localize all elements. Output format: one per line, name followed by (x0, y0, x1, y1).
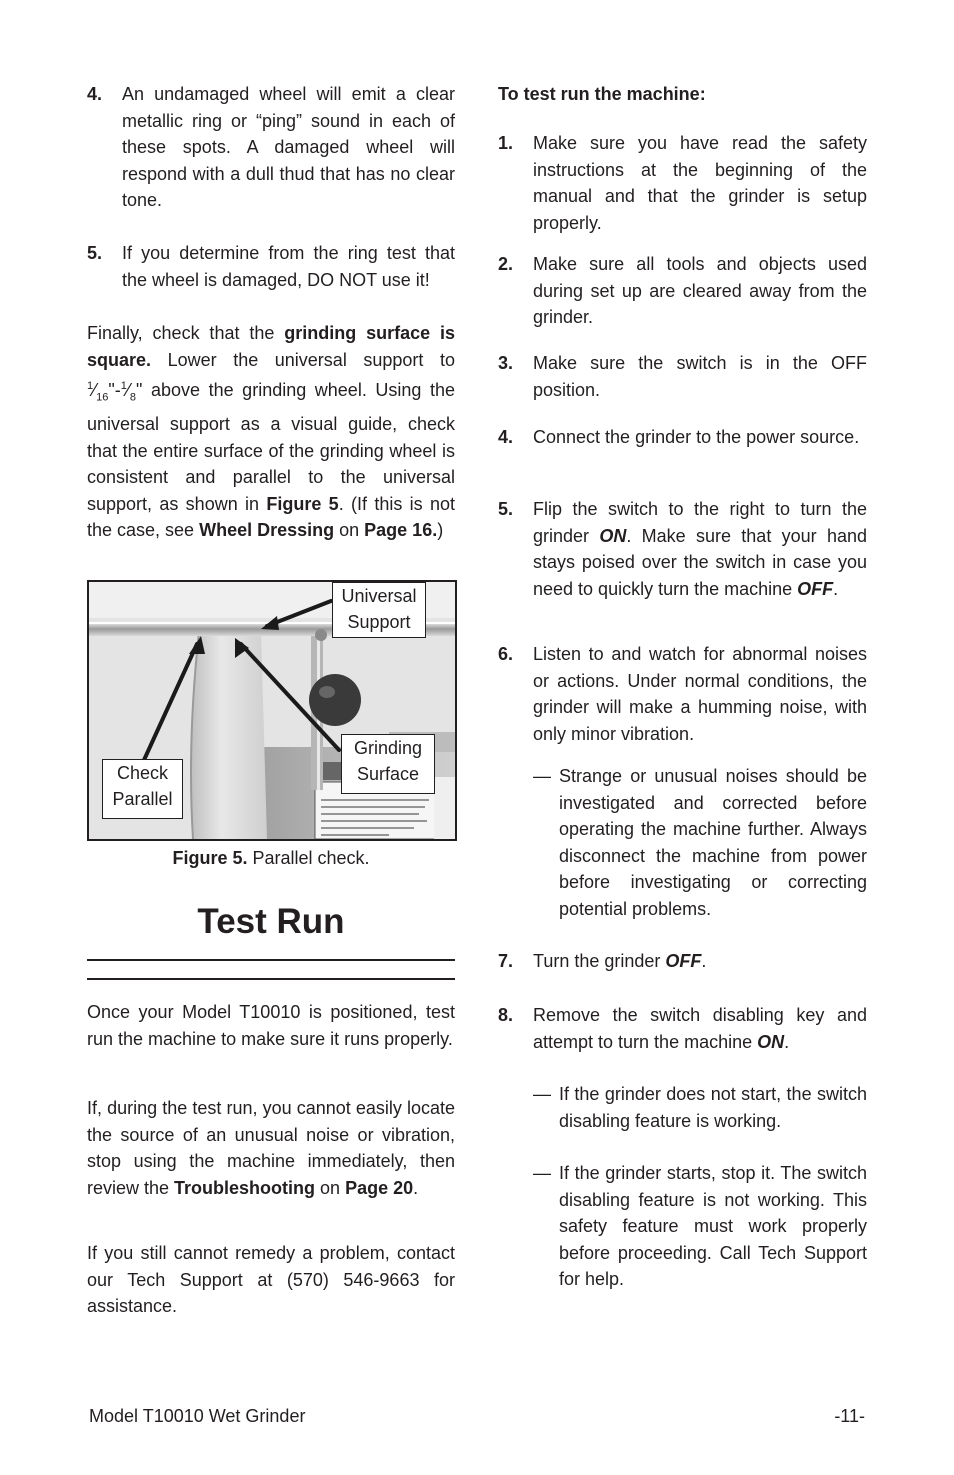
text: "- (108, 380, 121, 400)
left-step-5 (87, 240, 455, 293)
callout-line: Surface (356, 764, 420, 784)
step-number: 4. (498, 427, 514, 447)
procedure-step-6 (498, 641, 867, 747)
procedure-step-3 (498, 350, 867, 403)
procedure-step-1 (498, 130, 867, 236)
step-number: 2. (498, 254, 514, 274)
procedure-step-7 (498, 948, 867, 975)
dash: — (533, 766, 551, 786)
footer-page-number: -11- (834, 1406, 865, 1426)
bold-text: grinding surface is square. (87, 323, 455, 370)
step-text: An undamaged wheel will emit a clear metallic ring or “ping” sound in each of these spots. A damaged wheel will respond with a dull thud that has no clear tone. (122, 84, 455, 210)
step-text: Connect the grinder to the power source. (533, 427, 860, 447)
step-number: 4. (87, 84, 103, 104)
bold-text: Wheel Dressing (199, 520, 335, 541)
step-text: If you determine from the ring test that the wheel is damaged, DO NOT use it! (122, 243, 455, 290)
procedure-step-8 (498, 1002, 867, 1055)
step-text: Listen to and watch for abnormal noises or actions. Under normal conditions, the grinder will make a humming noise, with only minor vibration. (533, 644, 867, 744)
paragraph-troubleshooting (87, 1095, 455, 1201)
dash: — (533, 1084, 551, 1104)
caption-text: Parallel check. (247, 848, 370, 868)
fraction-denominator: 16 (96, 391, 109, 404)
fraction-numerator: 1 (87, 380, 94, 392)
text: Finally, check that the (87, 323, 285, 343)
emphasis-off: OFF (797, 578, 834, 599)
paragraph-intro: Once your Model T10010 is positioned, test run the machine to make sure it runs properly. (87, 1002, 455, 1049)
step-text: Turn the grinder (533, 951, 666, 971)
callout-grinding-surface (341, 734, 435, 794)
bold-text: Troubleshooting (174, 1177, 316, 1198)
callout-line: Check (116, 763, 169, 783)
bold-text: Figure 5 (266, 493, 339, 514)
procedure-step-8-note-1 (533, 1081, 867, 1134)
text: If, during the test run, you cannot easily locate the source of an unusual noise or vibration, stop using the machine immediately, then review the (87, 1098, 455, 1198)
text: on (315, 1177, 346, 1198)
step-number: 5. (498, 499, 514, 519)
step-text: . Make sure that your hand stays poised over the switch in case you need to quickly turn the machine (533, 525, 867, 599)
step-text: Make sure you have read the safety instructions at the beginning of the manual and that the grinder is setup properly. (533, 133, 867, 233)
text: Lower the universal support to (151, 349, 455, 370)
step-number: 8. (498, 1005, 514, 1025)
paragraph-grinding-surface: Finally, check that the grinding surface is square. Lower the universal support to $^1⁄_{16}"-^1⁄_8$" above the grinding wheel. Using the universal support as a visual guide, check that the entire surface of the grinding wheel is consistent and parallel to the universal support, as shown in Figure 5. (If this is not the case, see Wheel Dressing on Page 16.) (87, 323, 455, 541)
paragraph-tech-support: If you still cannot remedy a problem, contact our Tech Support at (570) 546-9663 for assistance. (87, 1243, 455, 1316)
procedure-step-6-note (533, 763, 867, 922)
callout-line: Grinding (353, 738, 423, 758)
left-step-4 (87, 81, 455, 214)
title-rule-bottom (87, 978, 455, 980)
text: " above the grinding wheel. Using the universal support as a visual guide, check that the entire surface of the grinding wheel is consistent and parallel to the universal support, as shown in (87, 380, 455, 514)
fraction-denominator: 8 (129, 391, 137, 404)
text: . (If this is not the case, see (87, 493, 455, 541)
section-title: Test Run (197, 902, 345, 941)
bold-text: Page 16. (364, 520, 438, 541)
procedure-heading: To test run the machine: (498, 84, 706, 104)
procedure-step-2 (498, 251, 867, 331)
emphasis-off: OFF (665, 951, 702, 971)
figure-parallel-check (87, 580, 457, 841)
step-text: Make sure the switch is in the OFF position. (533, 353, 867, 400)
dash: — (533, 1163, 551, 1183)
step-text: Flip the switch to the right to turn the grinder (533, 499, 867, 546)
step-number: 6. (498, 644, 514, 664)
text: ) (437, 520, 444, 541)
title-rule-top (87, 959, 455, 961)
emphasis-on: ON (599, 525, 627, 546)
step-text: . (701, 951, 707, 971)
callout-check-parallel (102, 759, 183, 819)
bold-text: Page 20 (345, 1177, 414, 1198)
callout-line: Universal (341, 586, 417, 606)
figure-caption (87, 845, 455, 872)
procedure-step-8-note-2 (533, 1160, 867, 1293)
step-text: Make sure all tools and objects used during set up are cleared away from the grinder. (533, 254, 867, 327)
step-number: 7. (498, 951, 514, 971)
procedure-step-4 (498, 424, 867, 451)
step-number: 3. (498, 353, 514, 373)
step-text: Remove the switch disabling key and attempt to turn the machine (533, 1005, 867, 1052)
fraction-numerator: 1 (120, 380, 127, 392)
step-number: 5. (87, 243, 103, 263)
step-text: . (833, 578, 839, 599)
step-number: 1. (498, 133, 514, 153)
callout-line: Parallel (112, 789, 173, 809)
footer-model: Model T10010 Wet Grinder (89, 1406, 306, 1426)
text: on (334, 520, 365, 541)
step-text: . (784, 1031, 790, 1052)
caption-label: Figure 5. (172, 848, 248, 868)
text: . (413, 1177, 419, 1198)
note-text: If the grinder starts, stop it. The switch disabling feature is not working. This safety feature must work properly before proceeding. Call Tech Support for help. (559, 1163, 867, 1289)
callout-line: Support (347, 612, 411, 632)
procedure-step-5 (498, 496, 867, 602)
callout-universal-support (332, 582, 426, 638)
note-text: If the grinder does not start, the switch disabling feature is working. (559, 1084, 867, 1131)
note-text: Strange or unusual noises should be investigated and corrected before operating the machine further. Always disconnect the machine from power before investigating or correcting potential problems. (559, 766, 867, 919)
emphasis-on: ON (757, 1031, 785, 1052)
